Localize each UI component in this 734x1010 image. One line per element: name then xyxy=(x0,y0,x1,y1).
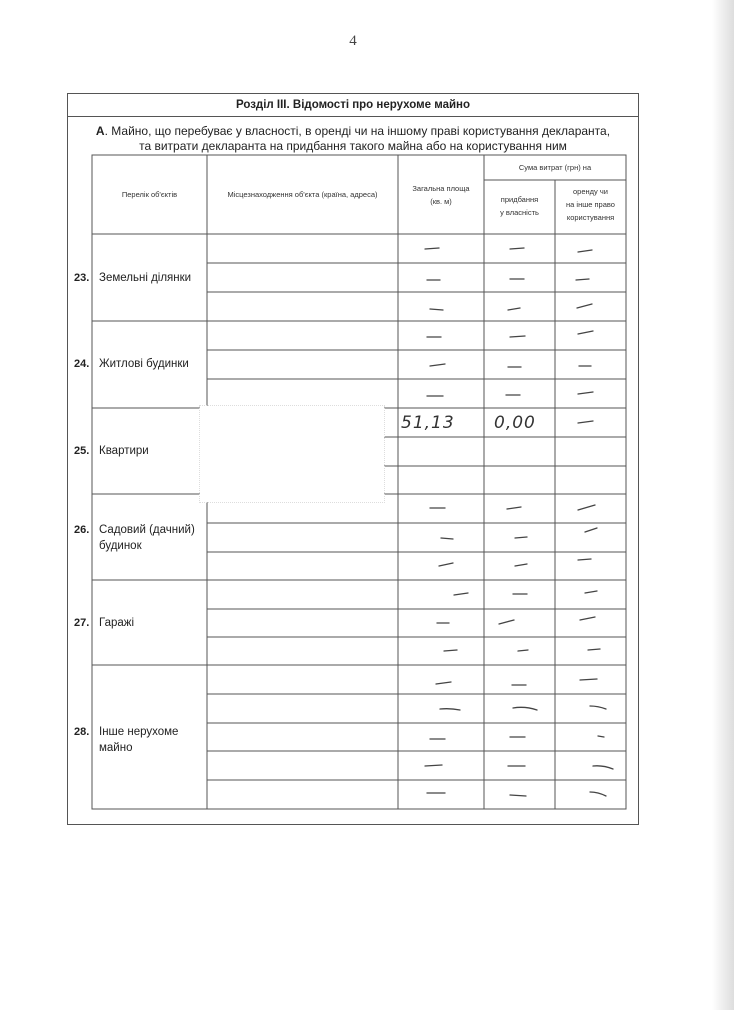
page-edge-shadow xyxy=(712,0,734,1010)
row-label-houses: Житлові будинки xyxy=(99,358,189,370)
row-label-apartments: Квартири xyxy=(99,445,149,457)
header-rent-line2: на інше право xyxy=(566,200,615,209)
row-label-garden-line2: будинок xyxy=(99,540,142,552)
subtitle-line1: . Майно, що перебуває у власності, в оренді чи на іншому праві користування декларанта, xyxy=(104,124,611,138)
row-number-23: 23. xyxy=(74,272,90,284)
header-purchase-line2: у власність xyxy=(500,208,539,217)
header-purchase-line1: придбання xyxy=(500,195,539,204)
header-purchase xyxy=(485,193,554,219)
row-label-other-line1: Інше нерухоме xyxy=(99,726,179,738)
row-label-garages: Гаражі xyxy=(99,617,135,629)
header-costs: Сума витрат (грн) на xyxy=(518,163,592,172)
header-rent-line1: оренду чи xyxy=(573,187,608,196)
row-label-garden-line1: Садовий (дачний) xyxy=(99,524,195,536)
header-location: Місцезнаходження об'єкта (країна, адреса) xyxy=(227,190,378,199)
handwritten-purchase-value: 0,00 xyxy=(494,413,536,433)
row-label-garden-house xyxy=(99,522,195,554)
header-rent xyxy=(556,185,625,224)
subtitle-line2: та витрати декларанта на придбання такого майна або на користування ним xyxy=(139,139,567,153)
subtitle-prefix: А xyxy=(95,124,105,138)
row-number-25: 25. xyxy=(74,445,90,457)
header-rent-line3: користування xyxy=(566,213,615,222)
redacted-address xyxy=(200,406,384,502)
header-area-line1: Загальна площа xyxy=(412,184,470,193)
handwritten-area-value: 51,13 xyxy=(401,413,455,433)
section-title: Розділ ІІІ. Відомості про нерухоме майно xyxy=(68,94,638,117)
row-label-other xyxy=(99,724,178,756)
row-label-land: Земельні ділянки xyxy=(99,272,192,284)
row-label-other-line2: майно xyxy=(99,742,133,754)
header-area xyxy=(399,182,483,208)
row-number-27: 27. xyxy=(74,617,90,629)
page-number: 4 xyxy=(349,33,357,49)
handwritten-dashes xyxy=(425,248,613,796)
row-number-24: 24. xyxy=(74,358,90,370)
header-objects: Перелік об'єктів xyxy=(121,190,178,199)
row-number-26: 26. xyxy=(74,524,90,536)
header-area-line2: (кв. м) xyxy=(430,197,452,206)
row-number-28: 28. xyxy=(74,726,90,738)
